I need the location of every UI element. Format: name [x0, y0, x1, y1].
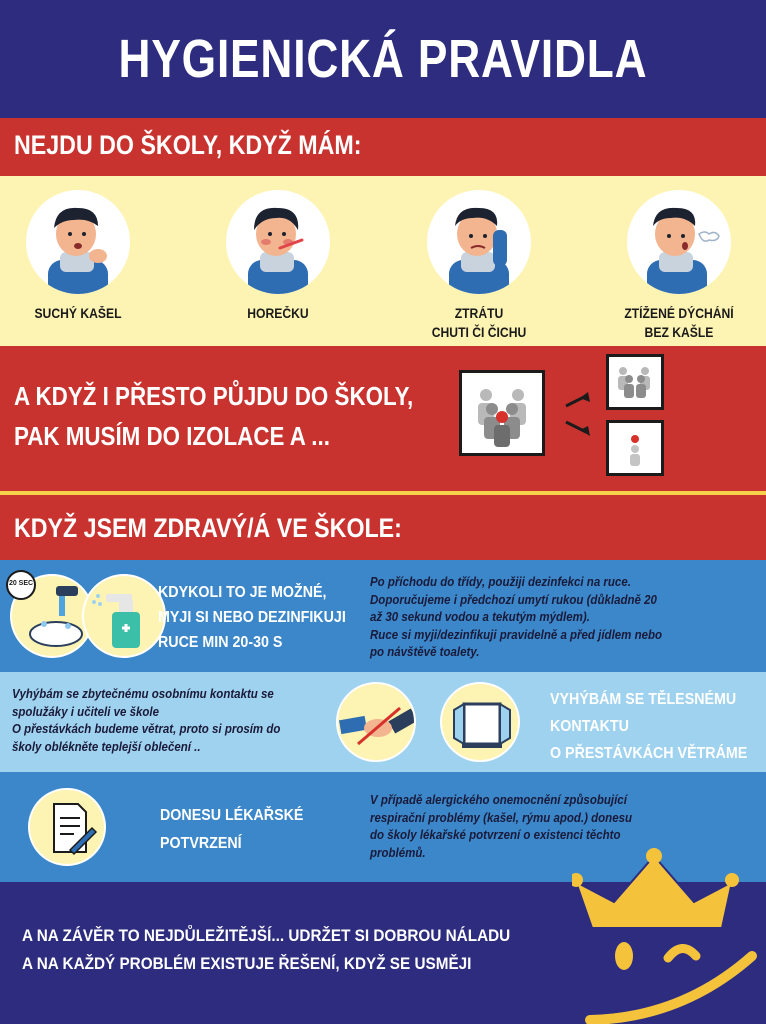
split-arrows-icon [562, 390, 596, 438]
title-band [0, 0, 766, 118]
symptom-loss-of-taste [404, 190, 554, 342]
healthy-heading-band [0, 495, 766, 560]
healthy-group-icon [606, 354, 664, 410]
sick-boy-icon [427, 190, 531, 294]
hand-wash-detail: Po příchodu do třídy, použiji dezinfekci na ruce. Doporučujeme i předchozí umytí rukou (důkladně 20 až 30 sekund vodou a tekutým mýdlem). Ruce si myji/dezinfikuji pravidelně a před jídlem nebo po návštěvě toalety. [370, 575, 663, 659]
no-handshake-icon [336, 682, 416, 762]
sanitizer-icon [82, 574, 166, 658]
hand-wash-headline: KDYKOLI TO JE MOŽNÉ, MYJI SI NEBO DEZINFIKUJI RUCE MIN 20-30 S [158, 584, 346, 651]
isolated-person-icon [606, 420, 664, 476]
breathing-boy-icon [627, 190, 731, 294]
medical-certificate-headline: DONESU LÉKAŘSKÉ POTVRZENÍ [160, 807, 304, 852]
isolation-band [0, 346, 766, 491]
closing-band [0, 882, 766, 1024]
coughing-boy-icon [26, 190, 130, 294]
group-with-infected-icon [459, 370, 545, 456]
symptom-label: SUCHÝ KAŠEL [34, 306, 122, 321]
symptom-breathing [604, 190, 754, 342]
symptoms-band [0, 176, 766, 346]
fever-boy-icon [226, 190, 330, 294]
crowned-smile-icon [572, 848, 766, 1024]
contact-detail: Vyhýbám se zbytečnému osobnímu kontaktu se spolužáky i učiteli ve škole O přestávkách budeme větrat, proto si prosím do školy oblékněte teplejší oblečení .. [12, 687, 281, 754]
symptoms-heading: NEJDU DO ŠKOLY, KDYŽ MÁM: [14, 130, 362, 160]
closing-text: A NA ZÁVĚR TO NEJDŮLEŽITĚJŠÍ... UDRŽET SI DOBROU NÁLADU A NA KAŽDÝ PROBLÉM EXISTUJE ŘEŠENÍ, KDYŽ SE USMĚJI [22, 926, 511, 973]
symptom-label: ZTRÁTU CHUTI ČI ČICHU [431, 306, 527, 340]
isolation-text: A KDYŽ I PŘESTO PŮJDU DO ŠKOLY, PAK MUSÍM DO IZOLACE A ... [14, 381, 414, 451]
contact-row [0, 672, 766, 772]
symptom-label: ZTÍŽENÉ DÝCHÁNÍ BEZ KAŠLE [624, 306, 734, 340]
symptom-label: HOREČKU [247, 306, 309, 321]
healthy-heading: KDYŽ JSEM ZDRAVÝ/Á VE ŠKOLE: [14, 513, 402, 543]
timer-icon: 20 SEC [6, 570, 36, 600]
symptom-fever [203, 190, 353, 323]
symptoms-heading-band [0, 118, 766, 176]
page-title: HYGIENICKÁ PRAVIDLA [118, 29, 648, 89]
document-pen-icon [28, 788, 106, 866]
open-window-icon [440, 682, 520, 762]
medical-certificate-detail: V případě alergického onemocnění způsobující respirační problémy (kašel, rýmu apod.) donesu do školy lékařské potvrzení o existenci těchto problémů. [370, 793, 633, 860]
hand-wash-row [0, 560, 766, 672]
contact-headline: VYHÝBÁM SE TĚLESNÉMU KONTAKTU O PŘESTÁVKÁCH VĚTRÁME [550, 691, 748, 762]
symptom-dry-cough [3, 190, 153, 323]
